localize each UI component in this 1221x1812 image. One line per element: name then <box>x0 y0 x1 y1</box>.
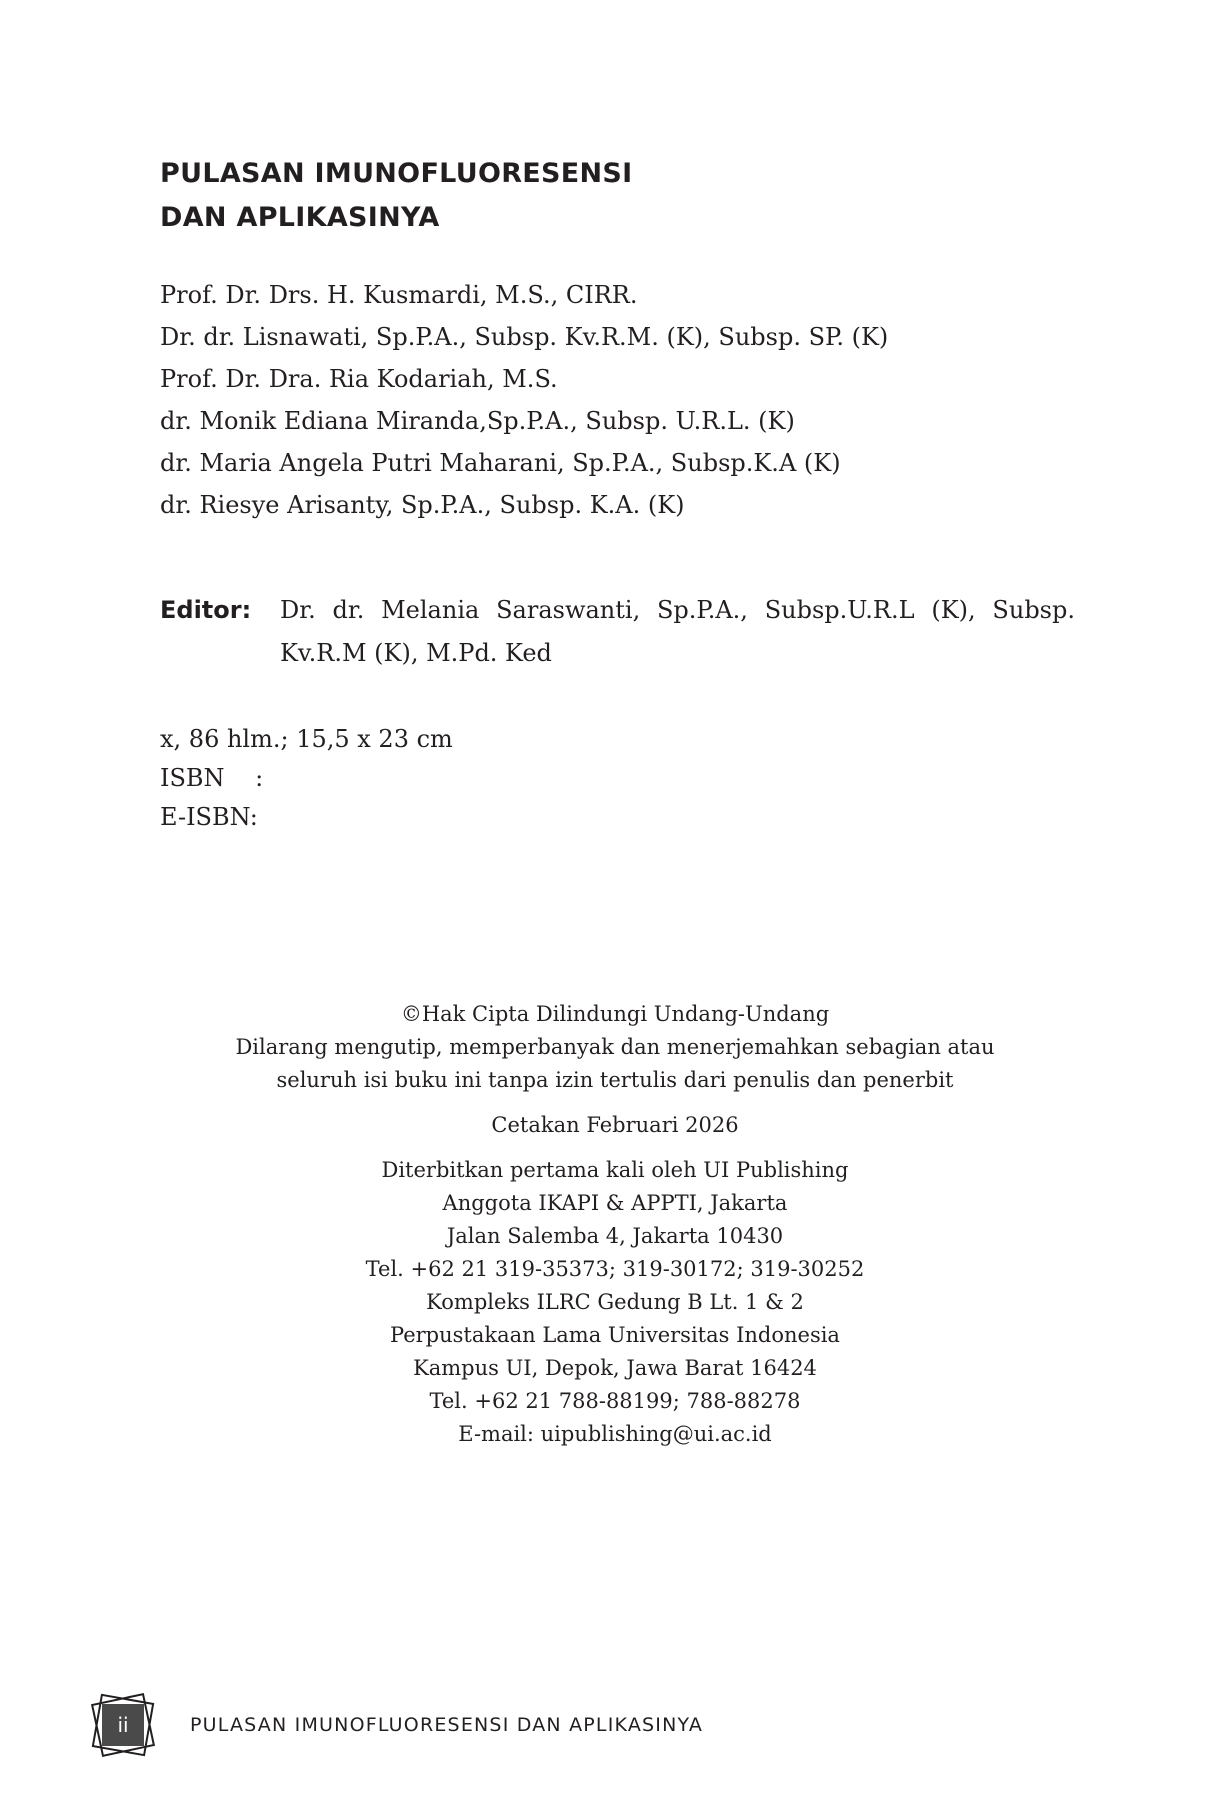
publisher-line: Diterbitkan pertama kali oleh UI Publishing <box>381 1158 849 1182</box>
author-name: Dr. dr. Lisnawati, Sp.P.A., Subsp. Kv.R.M. (K), Subsp. SP. (K) <box>160 323 889 351</box>
eisbn-label: E-ISBN: <box>160 803 258 831</box>
author-name: Prof. Dr. Drs. H. Kusmardi, M.S., CIRR. <box>160 281 638 309</box>
copyright-block <box>160 998 1070 1451</box>
author-name: dr. Monik Ediana Miranda,Sp.P.A., Subsp. U.R.L. (K) <box>160 407 795 435</box>
publisher-line: Anggota IKAPI & APPTI, Jakarta <box>442 1191 788 1215</box>
page-count: x, 86 hlm.; 15,5 x 23 cm <box>160 725 453 753</box>
edition-date: Cetakan Februari 2026 <box>491 1113 739 1137</box>
copyright-prohibition-line-1: Dilarang mengutip, memperbanyak dan menerjemahkan sebagian atau <box>235 1035 995 1059</box>
editor-label: Editor: <box>160 596 252 624</box>
editor-name: Dr. dr. Melania Saraswanti, Sp.P.A., Subsp.U.R.L (K), Subsp. Kv.R.M (K), M.Pd. Ked <box>280 596 1075 667</box>
book-title-line-1: PULASAN IMUNOFLUORESENSI <box>160 158 633 189</box>
publisher-line: Kampus UI, Depok, Jawa Barat 16424 <box>413 1356 817 1380</box>
book-title-line-2: DAN APLIKASINYA <box>160 202 440 233</box>
author-name: Prof. Dr. Dra. Ria Kodariah, M.S. <box>160 365 558 393</box>
copyright-notice: ©Hak Cipta Dilindungi Undang-Undang <box>400 1002 830 1026</box>
bibliographic-info <box>160 720 453 837</box>
isbn-label: ISBN : <box>160 764 264 792</box>
publisher-email: E-mail: uipublishing@ui.ac.id <box>458 1422 772 1446</box>
publisher-line: Perpustakaan Lama Universitas Indonesia <box>390 1323 840 1347</box>
running-title: PULASAN IMUNOFLUORESENSI DAN APLIKASINYA <box>190 1714 704 1736</box>
book-title <box>160 152 633 240</box>
editor-block <box>160 589 1075 675</box>
publisher-line: Tel. +62 21 788-88199; 788-88278 <box>429 1389 801 1413</box>
publisher-line: Kompleks ILRC Gedung B Lt. 1 & 2 <box>426 1290 804 1314</box>
author-name: dr. Riesye Arisanty, Sp.P.A., Subsp. K.A. (K) <box>160 491 685 519</box>
copyright-prohibition-line-2: seluruh isi buku ini tanpa izin tertulis dari penulis dan penerbit <box>276 1068 954 1092</box>
page-footer <box>88 1690 703 1760</box>
publisher-line: Tel. +62 21 319-35373; 319-30172; 319-30252 <box>365 1257 865 1281</box>
publisher-line: Jalan Salemba 4, Jakarta 10430 <box>446 1224 784 1248</box>
page-number: ii <box>117 1713 129 1737</box>
page-number-badge <box>88 1690 158 1760</box>
author-list <box>160 274 888 526</box>
author-name: dr. Maria Angela Putri Maharani, Sp.P.A., Subsp.K.A (K) <box>160 449 841 477</box>
